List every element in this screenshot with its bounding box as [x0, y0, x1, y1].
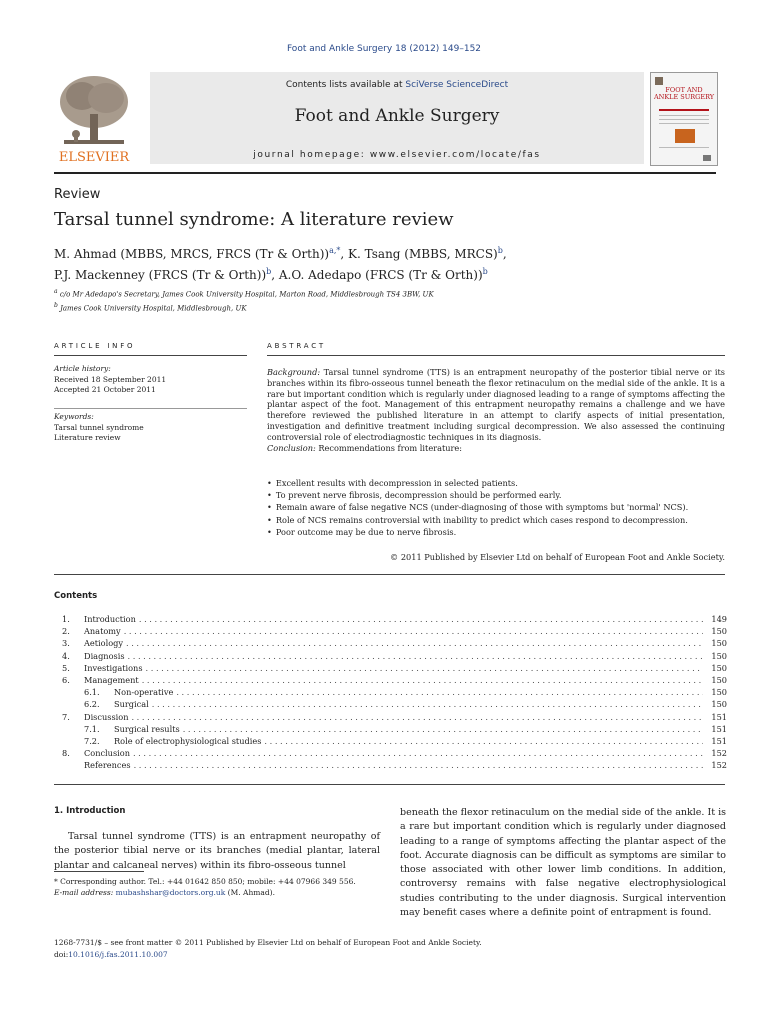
- toc-subentry[interactable]: [62, 736, 727, 748]
- cover-text-line: [659, 115, 709, 116]
- toc-label[interactable]: Conclusion: [84, 748, 130, 759]
- body-paragraph-left: Tarsal tunnel syndrome (TTS) is an entrapment neuropathy of the posterior tibial nerve or its branches (medial plantar, lateral plantar and calcaneal nerves) within its fibro-osseous tunnel: [54, 831, 380, 871]
- journal-cover-thumbnail[interactable]: [650, 72, 718, 166]
- issn-line: 1268-7731/$ – see front matter © 2011 Published by Elsevier Ltd on behalf of European Foot and Ankle Society.: [54, 938, 482, 947]
- email-suffix: (M. Ahmad).: [225, 888, 275, 897]
- affiliation-item: [54, 286, 434, 300]
- toc-entry[interactable]: [62, 748, 727, 760]
- toc-number: 7.2.: [84, 735, 100, 746]
- cover-title: FOOT AND ANKLE SURGERY: [653, 86, 715, 102]
- elsevier-logo[interactable]: [54, 70, 134, 164]
- article-title: Tarsal tunnel syndrome: A literature review: [54, 209, 454, 230]
- recommendation-item: • To prevent nerve fibrosis, decompression should be performed early.: [267, 489, 725, 501]
- toc-page: 151: [711, 711, 727, 722]
- toc-page: 149: [711, 614, 727, 624]
- recommendation-item: • Poor outcome may be due to nerve fibrosis.: [267, 526, 725, 538]
- toc-label[interactable]: Surgical results: [114, 723, 180, 734]
- toc-leader: [139, 675, 703, 685]
- footnote: [54, 876, 380, 898]
- journal-reference-link[interactable]: Foot and Ankle Surgery 18 (2012) 149–152: [286, 44, 482, 54]
- toc-entry[interactable]: [62, 675, 727, 687]
- contents-heading: Contents: [54, 591, 98, 601]
- background-text: Tarsal tunnel syndrome (TTS) is an entrapment neuropathy of the posterior tibial nerve or its branches within its fibro-osseous tunnel beneath the flexor retinaculum on the medial side of the ankle. It is a rare but important condition which is regularly under diagnosed leading to a range of symptoms affecting the plantar aspect of the foot. Management of this entrapment neuropathy remains a challenge and we have therefore reviewed the published literature in an attempt to clarify aspects of initial presentation, investigation and definitive treatment including surgical decompression. We also assessed the continuing controversial role of electrodiagnostic techniques in its diagnosis.: [267, 367, 726, 442]
- toc-number: 3.: [62, 638, 70, 649]
- cover-logo-icon: [655, 77, 663, 85]
- elsevier-wordmark: ELSEVIER: [58, 150, 130, 164]
- cover-text-line: [659, 147, 709, 148]
- toc-page: 152: [711, 760, 727, 771]
- section-heading: 1. Introduction: [54, 806, 126, 816]
- affiliation-text: James Cook University Hospital, Middlesbrough, UK: [60, 304, 247, 313]
- toc-number: 1.: [62, 614, 70, 624]
- toc-leader: [180, 724, 703, 734]
- email-link[interactable]: mubashshar@doctors.org.uk: [115, 888, 226, 897]
- table-of-contents: [62, 614, 727, 772]
- affiliation-item: [54, 300, 434, 314]
- cover-text-line: [659, 123, 709, 124]
- header-rule: [54, 172, 716, 174]
- author-affiliation-marker[interactable]: b: [266, 267, 272, 276]
- toc-page: 150: [711, 650, 727, 661]
- authors-line-2: [54, 263, 654, 284]
- toc-page: 151: [711, 723, 727, 734]
- author-name: M. Ahmad (MBBS, MRCS, FRCS (Tr & Orth)): [54, 247, 330, 261]
- journal-homepage[interactable]: journal homepage: www.elsevier.com/locate/fas: [253, 150, 541, 160]
- footnote-rule: [54, 871, 144, 872]
- toc-number: 4.: [62, 650, 70, 661]
- history-label: Article history:: [54, 364, 111, 373]
- toc-entry[interactable]: [62, 712, 727, 724]
- cover-image: [675, 129, 695, 143]
- author-list: [54, 242, 654, 284]
- cover-divider: [659, 109, 709, 111]
- journal-header-box: [150, 72, 644, 164]
- toc-leader: [123, 638, 703, 648]
- toc-leader: [261, 736, 703, 746]
- toc-label[interactable]: Aetiology: [84, 638, 124, 649]
- toc-subentry[interactable]: [62, 724, 727, 736]
- recommendation-item: • Excellent results with decompression in selected patients.: [267, 477, 725, 489]
- author-name: , K. Tsang (MBBS, MRCS): [340, 247, 498, 261]
- recommendation-list: [267, 477, 725, 538]
- authors-line-1: [54, 242, 654, 263]
- toc-leader: [143, 663, 703, 673]
- toc-leader: [131, 760, 703, 770]
- doi-line: [54, 949, 482, 961]
- toc-label[interactable]: Management: [84, 674, 139, 685]
- accepted-date: Accepted 21 October 2011: [54, 385, 156, 394]
- affiliation-text: c/o Mr Adedapo's Secretary, James Cook University Hospital, Marton Road, Middlesbrough TS4 3BW, UK: [59, 290, 434, 299]
- issn-block: [54, 937, 482, 961]
- received-date: Received 18 September 2011: [54, 374, 167, 384]
- author-affiliation-marker[interactable]: b: [482, 267, 488, 276]
- toc-number: 6.1.: [84, 687, 100, 698]
- toc-entry[interactable]: [62, 614, 727, 626]
- toc-page: 150: [711, 638, 727, 649]
- conclusion-label: Conclusion:: [267, 442, 316, 453]
- toc-entry[interactable]: [62, 760, 727, 772]
- body-paragraph-right: beneath the flexor retinaculum on the medial side of the ankle. It is a rare but important condition which is regularly under diagnosed leading to a range of symptoms affecting the plantar aspect of the foot. Accurate diagnosis can be difficult as symptoms are similar to those associated with other lower limb conditions. In addition, controversy remains with false negative electrophysiological studies contributing to the under diagnosis. Surgical intervention may benefit cases where a definite point of entrapment is found.: [400, 807, 726, 919]
- toc-number: 2.: [62, 626, 70, 637]
- author-separator: ,: [502, 247, 507, 261]
- toc-page: 150: [711, 626, 727, 637]
- masthead: [54, 70, 716, 168]
- keyword: Tarsal tunnel syndrome: [54, 422, 144, 432]
- cover-text-line: [659, 119, 709, 120]
- toc-number: 7.1.: [84, 723, 100, 734]
- toc-entry[interactable]: [62, 638, 727, 650]
- toc-label[interactable]: Non-operative: [114, 687, 174, 698]
- toc-number: 8.: [62, 748, 70, 759]
- toc-label[interactable]: Introduction: [84, 614, 136, 624]
- toc-leader: [125, 651, 703, 661]
- toc-label[interactable]: Discussion: [84, 711, 129, 722]
- toc-number: 7.: [62, 711, 70, 722]
- cover-publisher-icon: [703, 155, 711, 161]
- keywords-label: Keywords:: [54, 412, 94, 421]
- abstract-copyright: © 2011 Published by Elsevier Ltd on behalf of European Foot and Ankle Society.: [390, 552, 725, 562]
- doi-prefix: doi:: [54, 950, 69, 959]
- author-name: P.J. Mackenney (FRCS (Tr & Orth)): [54, 268, 267, 282]
- article-info-divider: [54, 408, 247, 409]
- contents-bottom-rule: [54, 784, 725, 785]
- background-label: Background:: [267, 367, 321, 377]
- keywords: [54, 412, 244, 444]
- recommendation-item: • Remain aware of false negative NCS (under-diagnosing of those with symptoms but 'normal' NCS).: [267, 501, 725, 513]
- toc-page: 151: [711, 735, 727, 746]
- toc-page: 150: [711, 674, 727, 685]
- abstract-heading: ABSTRACT: [267, 342, 326, 350]
- keyword: Literature review: [54, 433, 121, 442]
- author-affiliation-marker[interactable]: b: [497, 246, 503, 255]
- toc-label[interactable]: Surgical: [114, 699, 149, 710]
- toc-number: 5.: [62, 662, 70, 673]
- abstract-background: [267, 367, 725, 443]
- email-label: E-mail address:: [54, 888, 116, 897]
- author-affiliation-marker[interactable]: a,*: [329, 246, 341, 255]
- toc-leader: [121, 626, 703, 636]
- toc-number: 6.2.: [84, 699, 100, 710]
- affiliation-marker: a: [54, 288, 58, 295]
- article-type: Review: [54, 187, 101, 202]
- email-line: [54, 887, 380, 898]
- toc-label[interactable]: Investigations: [84, 662, 143, 673]
- doi-link[interactable]: 10.1016/j.fas.2011.10.007: [68, 950, 168, 959]
- toc-entry[interactable]: [62, 651, 727, 663]
- article-history: [54, 364, 244, 396]
- abstract-body: [267, 367, 725, 453]
- toc-entry[interactable]: [62, 626, 727, 638]
- toc-subentry[interactable]: [62, 699, 727, 711]
- toc-leader: [173, 687, 703, 697]
- toc-leader: [149, 699, 703, 709]
- toc-leader: [130, 748, 703, 758]
- corresponding-author: * Corresponding author. Tel.: +44 01642 850 850; mobile: +44 07966 349 556.: [54, 877, 356, 886]
- article-info-rule: [54, 355, 247, 356]
- toc-leader: [128, 712, 703, 722]
- toc-page: 150: [711, 699, 727, 710]
- journal-title: Foot and Ankle Surgery: [294, 106, 500, 126]
- toc-page: 152: [711, 748, 727, 759]
- author-name: , A.O. Adedapo (FRCS (Tr & Orth)): [271, 268, 483, 282]
- sciencedirect-link[interactable]: SciVerse ScienceDirect: [405, 80, 509, 90]
- affiliations: [54, 286, 434, 315]
- affiliation-marker: b: [54, 302, 58, 310]
- toc-page: 150: [711, 687, 727, 698]
- recommendation-item: • Role of NCS remains controversial with inability to predict which cases respond to decompression.: [267, 514, 725, 526]
- toc-label[interactable]: Anatomy: [84, 626, 121, 637]
- toc-label[interactable]: References: [84, 760, 131, 771]
- toc-label[interactable]: Diagnosis: [84, 650, 125, 661]
- toc-page: 150: [711, 662, 727, 673]
- article-info-heading: ARTICLE INFO: [54, 342, 136, 350]
- abstract-bottom-rule: [54, 574, 725, 575]
- toc-subentry[interactable]: [62, 687, 727, 699]
- abstract-rule: [267, 355, 725, 356]
- toc-leader: [136, 614, 703, 624]
- contents-prefix: Contents lists available at: [285, 80, 406, 90]
- conclusion-text: Recommendations from literature:: [318, 442, 463, 453]
- abstract-conclusion: [267, 443, 725, 454]
- toc-entry[interactable]: [62, 663, 727, 675]
- toc-label[interactable]: Role of electrophysiological studies: [114, 735, 262, 746]
- contents-availability: [150, 80, 644, 90]
- toc-number: 6.: [62, 674, 70, 685]
